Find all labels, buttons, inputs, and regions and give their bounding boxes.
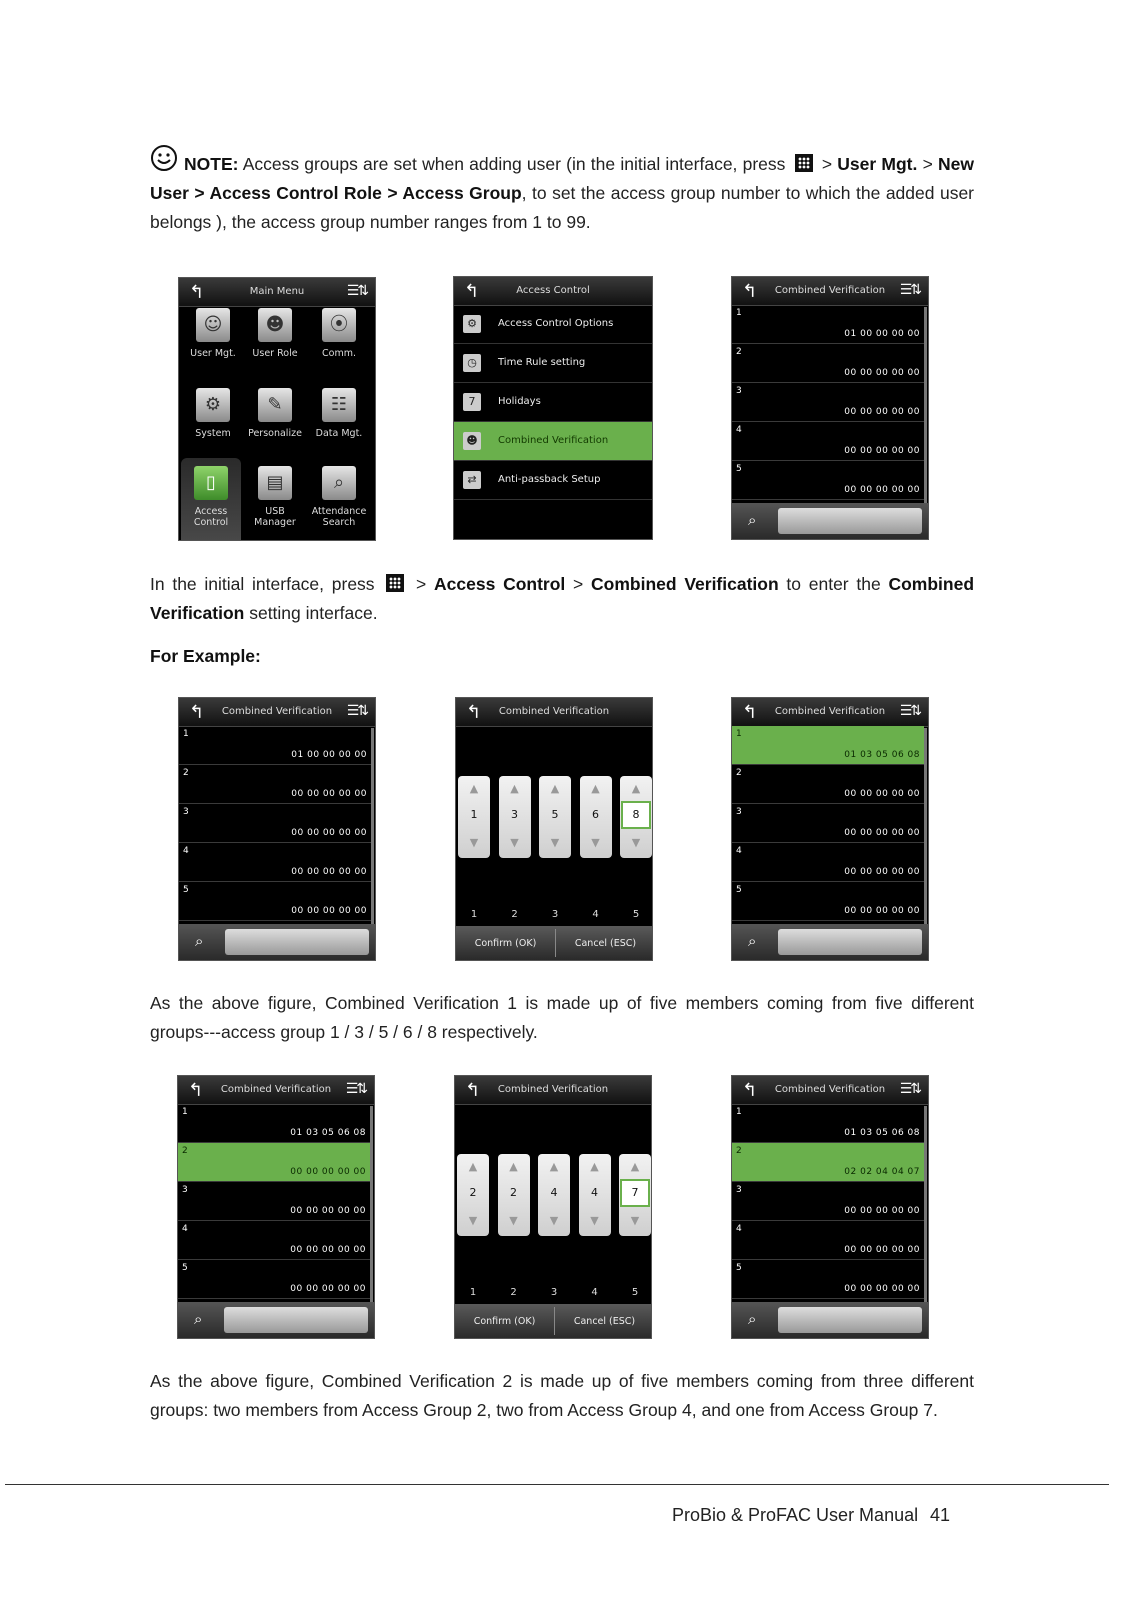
down-arrow-icon[interactable]: ▼ (510, 836, 519, 849)
list-item[interactable] (732, 1221, 924, 1260)
combined-verification-screen (178, 697, 376, 961)
group-spinner[interactable] (498, 1154, 530, 1236)
item-groups: 00 00 00 00 00 (844, 485, 920, 495)
list-item[interactable] (732, 461, 924, 500)
item-groups: 01 03 05 06 08 (844, 1128, 920, 1138)
usb-icon: ▤ (258, 466, 292, 500)
item-groups: 00 00 00 00 00 (844, 1284, 920, 1294)
item-index: 4 (736, 846, 742, 856)
example-2-paragraph: As the above figure, Combined Verification 2 is made up of five members coming from three different groups: two members from Access Group 2, two from Access Group 4, and one from Access Group 7. (150, 1371, 974, 1420)
page-number: 41 (930, 1505, 951, 1525)
item-index: 1 (736, 308, 742, 318)
up-arrow-icon[interactable]: ▲ (591, 782, 600, 795)
tile-attendance-search[interactable] (309, 466, 369, 528)
tile-comm[interactable] (309, 308, 369, 359)
item-groups: 00 00 00 00 00 (844, 1206, 920, 1216)
main-menu-screen (178, 277, 376, 541)
list-item[interactable] (732, 1182, 924, 1221)
down-arrow-icon[interactable]: ▼ (591, 836, 600, 849)
search-doc-icon: ⌕ (322, 466, 356, 500)
up-arrow-icon[interactable]: ▲ (631, 782, 641, 795)
item-groups: 00 00 00 00 00 (844, 789, 920, 799)
back-arrow-icon[interactable]: ↰ (188, 1080, 204, 1101)
item-index: 5 (736, 885, 742, 895)
tile-label: User Mgt. (190, 348, 236, 359)
scrollbar[interactable] (371, 728, 374, 924)
item-groups: 00 00 00 00 00 (844, 407, 920, 417)
note-bold-2: New User > Access Control Role > Access Group (150, 154, 974, 203)
combined-verification-screen (731, 697, 929, 961)
item-groups: 00 00 00 00 00 (291, 828, 367, 838)
calendar-icon: 7 (463, 393, 481, 411)
item-index: 5 (182, 1263, 188, 1273)
up-arrow-icon[interactable]: ▲ (590, 1160, 599, 1173)
item-index: 3 (736, 386, 742, 396)
access-control-screen (453, 276, 653, 540)
note-text-4: , to set the access group number to which the added user belongs ), the access group number ranges from 1 to 99. (150, 183, 975, 232)
back-arrow-icon[interactable]: ↰ (742, 702, 758, 723)
item-index: 3 (182, 1185, 188, 1195)
item-groups: 00 00 00 00 00 (290, 1284, 366, 1294)
tile-label: Personalize (248, 428, 302, 439)
member-index: 4 (592, 909, 599, 920)
search-icon[interactable]: ⌕ (748, 932, 757, 950)
list-item[interactable] (178, 1182, 370, 1221)
p2-text-4: to enter the (778, 574, 889, 594)
search-input[interactable] (778, 1307, 922, 1333)
group-spinner[interactable] (499, 776, 531, 858)
item-groups: 01 00 00 00 00 (844, 329, 920, 339)
item-index: 3 (183, 807, 189, 817)
list-item[interactable] (178, 1104, 370, 1143)
search-icon[interactable]: ⌕ (195, 932, 204, 950)
group-spinner[interactable] (579, 1154, 611, 1236)
down-arrow-icon[interactable]: ▼ (630, 1214, 640, 1227)
group-lock-icon: ☻ (463, 432, 481, 450)
screen-title: Combined Verification (774, 285, 886, 296)
search-icon[interactable]: ⌕ (194, 1310, 203, 1328)
list-item[interactable] (179, 843, 371, 882)
sort-icon[interactable]: ☰⇅ (899, 703, 920, 719)
menu-icon (795, 154, 813, 172)
group-picker-screen (454, 1075, 652, 1339)
item-groups: 00 00 00 00 00 (291, 867, 367, 877)
item-access-control-options[interactable] (454, 305, 652, 344)
item-index: 5 (183, 885, 189, 895)
note-bold-1: User Mgt. (837, 154, 918, 174)
item-label: Time Rule setting (498, 357, 586, 368)
up-arrow-icon[interactable]: ▲ (468, 1160, 478, 1173)
member-index: 3 (551, 909, 559, 920)
tile-system[interactable] (183, 388, 243, 439)
item-index: 4 (736, 425, 742, 435)
tile-label: User Role (252, 348, 298, 359)
item-index: 1 (736, 1107, 742, 1117)
group-spinner[interactable] (619, 1154, 651, 1236)
item-index: 3 (736, 807, 742, 817)
item-groups: 02 02 04 04 07 (844, 1167, 920, 1177)
sort-icon[interactable]: ☰⇅ (345, 1081, 366, 1097)
note-text-3: > (917, 154, 933, 174)
clock-icon: ◷ (463, 354, 481, 372)
note-text-1: Access groups are set when adding user (in the initial interface, press (238, 154, 791, 174)
cancel-button[interactable]: Cancel (ESC) (573, 1316, 636, 1327)
list-item[interactable] (732, 422, 924, 461)
item-index: 1 (736, 729, 742, 739)
screen-title: Combined Verification (497, 1084, 609, 1095)
item-groups: 00 00 00 00 00 (844, 867, 920, 877)
screen-title: Combined Verification (498, 706, 610, 717)
list-item[interactable] (732, 882, 924, 921)
group-spinner[interactable] (538, 1154, 570, 1236)
tile-label: Comm. (322, 348, 356, 359)
item-groups: 00 00 00 00 00 (844, 828, 920, 838)
for-example-heading: For Example: (150, 646, 261, 666)
p2-bold-3: Combined Verification (150, 574, 975, 623)
search-input[interactable] (224, 1307, 368, 1333)
list-item[interactable] (732, 383, 924, 422)
list-item[interactable] (179, 882, 371, 921)
p2-bold-1: Access Control (434, 574, 566, 594)
title-bar (732, 277, 928, 306)
screen-title: Combined Verification (220, 1084, 332, 1095)
sort-icon[interactable]: ☰⇅ (899, 282, 920, 298)
antenna-icon: ⦿ (322, 308, 356, 342)
group-value: 4 (550, 1186, 558, 1199)
down-arrow-icon[interactable]: ▼ (631, 836, 641, 849)
item-groups: 01 00 00 00 00 (291, 750, 367, 760)
p2-text-5: setting interface. (244, 603, 378, 623)
gear-icon: ⚙ (196, 388, 230, 422)
p2-text-3: > (565, 574, 592, 594)
p2-text-2: > (408, 574, 435, 594)
down-arrow-icon[interactable]: ▼ (590, 1214, 599, 1227)
confirm-button[interactable]: Confirm (OK) (473, 1316, 536, 1327)
group-value: 3 (511, 808, 518, 821)
list-item[interactable] (732, 726, 924, 765)
search-input[interactable] (778, 929, 922, 955)
member-index: 3 (550, 1287, 558, 1298)
up-arrow-icon[interactable]: ▲ (550, 782, 560, 795)
up-arrow-icon[interactable]: ▲ (510, 782, 519, 795)
back-arrow-icon[interactable]: ↰ (189, 702, 205, 723)
list-item[interactable] (732, 765, 924, 804)
tile-label: System (195, 428, 231, 439)
item-index: 2 (183, 768, 189, 778)
item-time-rule[interactable] (454, 344, 652, 383)
list-item[interactable] (179, 726, 371, 765)
scrollbar[interactable] (924, 307, 927, 503)
tile-label: Access Control (193, 506, 229, 528)
item-holidays[interactable] (454, 383, 652, 422)
combined-verification-screen (177, 1075, 375, 1339)
list-item[interactable] (732, 344, 924, 383)
back-arrow-icon[interactable]: ↰ (189, 282, 205, 303)
group-spinner[interactable] (457, 1154, 489, 1236)
down-arrow-icon[interactable]: ▼ (468, 1214, 478, 1227)
item-groups: 01 03 05 06 08 (290, 1128, 366, 1138)
search-bar (732, 1302, 928, 1338)
up-arrow-icon[interactable]: ▲ (549, 1160, 559, 1173)
tile-label: Attendance Search (311, 506, 367, 528)
item-groups: 00 00 00 00 00 (844, 368, 920, 378)
user-lock-icon: ☻ (258, 308, 292, 342)
scrollbar[interactable] (924, 1106, 927, 1302)
item-index: 2 (736, 768, 742, 778)
sort-icon[interactable]: ☰⇅ (899, 1081, 920, 1097)
footer-title: ProBio & ProFAC User Manual (672, 1505, 919, 1525)
screen-title: Access Control (516, 285, 590, 296)
anti-passback-icon: ⇄ (463, 471, 481, 489)
item-index: 3 (736, 1185, 742, 1195)
title-bar (179, 698, 375, 727)
item-label: Holidays (498, 396, 541, 407)
group-picker-screen (455, 697, 653, 961)
item-groups: 00 00 00 00 00 (844, 446, 920, 456)
search-bar (179, 924, 375, 960)
item-index: 2 (736, 347, 742, 357)
tile-access-control[interactable] (181, 458, 241, 541)
item-label: Access Control Options (498, 318, 614, 329)
title-bar (732, 698, 928, 727)
door-icon: ▯ (194, 466, 228, 500)
group-spinner[interactable] (580, 776, 612, 858)
search-bar (732, 924, 928, 960)
scrollbar[interactable] (924, 728, 927, 924)
group-value: 8 (621, 801, 651, 829)
down-arrow-icon[interactable]: ▼ (509, 1214, 518, 1227)
member-index: 1 (469, 1287, 477, 1298)
group-spinner[interactable] (539, 776, 571, 858)
title-bar (456, 698, 652, 727)
item-index: 5 (736, 464, 742, 474)
item-groups: 00 00 00 00 00 (290, 1167, 366, 1177)
item-groups: 00 00 00 00 00 (290, 1245, 366, 1255)
tile-usb-manager[interactable] (245, 466, 305, 528)
menu-icon (386, 574, 404, 592)
image-edit-icon: ✎ (258, 388, 292, 422)
screen-title: Combined Verification (774, 1084, 886, 1095)
down-arrow-icon[interactable]: ▼ (549, 1214, 559, 1227)
list-item[interactable] (732, 1260, 924, 1299)
search-icon[interactable]: ⌕ (748, 511, 757, 529)
note-label: NOTE: (184, 154, 239, 174)
list-item[interactable] (178, 1260, 370, 1299)
back-arrow-icon[interactable]: ↰ (742, 281, 758, 302)
group-value: 2 (469, 1186, 477, 1199)
group-value: 4 (591, 1186, 598, 1199)
list-item[interactable] (179, 804, 371, 843)
list-item[interactable] (732, 305, 924, 344)
group-value: 7 (620, 1179, 650, 1207)
title-bar (179, 278, 375, 307)
screen-title: Combined Verification (774, 706, 886, 717)
member-index: 2 (510, 1287, 517, 1298)
title-bar (454, 277, 652, 306)
item-label: Anti-passback Setup (498, 474, 601, 485)
group-value: 5 (551, 808, 559, 821)
footer-rule (5, 1484, 1109, 1485)
group-spinner[interactable] (620, 776, 652, 858)
item-groups: 01 03 05 06 08 (844, 750, 920, 760)
scrollbar[interactable] (370, 1106, 373, 1302)
combined-verification-screen (731, 1075, 929, 1339)
list-item[interactable] (179, 765, 371, 804)
list-item[interactable] (732, 804, 924, 843)
member-index: 4 (591, 1287, 598, 1298)
title-bar (455, 1076, 651, 1105)
item-index: 1 (183, 729, 189, 739)
item-index: 4 (182, 1224, 188, 1234)
item-anti-passback[interactable] (454, 461, 652, 500)
item-index: 2 (182, 1146, 188, 1156)
button-bar (456, 926, 652, 960)
item-groups: 00 00 00 00 00 (290, 1206, 366, 1216)
tile-user-role[interactable] (245, 308, 305, 359)
confirm-button[interactable]: Confirm (OK) (474, 938, 537, 949)
back-arrow-icon[interactable]: ↰ (466, 702, 482, 723)
note-paragraph (150, 144, 974, 237)
back-arrow-icon[interactable]: ↰ (465, 1080, 481, 1101)
options-icon: ⚙ (463, 315, 481, 333)
down-arrow-icon[interactable]: ▼ (469, 836, 479, 849)
member-index: 5 (631, 1287, 639, 1298)
search-input[interactable] (225, 929, 369, 955)
item-index: 5 (736, 1263, 742, 1273)
group-value: 6 (592, 808, 599, 821)
button-bar (455, 1304, 651, 1338)
tile-personalize[interactable] (245, 388, 305, 439)
item-groups: 00 00 00 00 00 (291, 789, 367, 799)
up-arrow-icon[interactable]: ▲ (469, 782, 479, 795)
member-index: 1 (470, 909, 478, 920)
search-bar (732, 503, 928, 539)
title-bar (732, 1076, 928, 1105)
item-index: 1 (182, 1107, 188, 1117)
item-label: Combined Verification (498, 435, 609, 446)
back-arrow-icon[interactable]: ↰ (742, 1080, 758, 1101)
note-text-2: > (816, 154, 838, 174)
up-arrow-icon[interactable]: ▲ (630, 1160, 640, 1173)
group-value: 2 (510, 1186, 517, 1199)
sort-icon[interactable]: ☰⇅ (346, 283, 367, 299)
sort-icon[interactable]: ☰⇅ (346, 703, 367, 719)
title-bar (178, 1076, 374, 1105)
back-arrow-icon[interactable]: ↰ (464, 281, 480, 302)
example-1-paragraph: As the above figure, Combined Verification 1 is made up of five members coming from five different groups---access group 1 / 3 / 5 / 6 / 8 respectively. (150, 993, 974, 1042)
item-groups: 00 00 00 00 00 (844, 906, 920, 916)
search-icon[interactable]: ⌕ (748, 1310, 757, 1328)
search-bar (178, 1302, 374, 1338)
cancel-button[interactable]: Cancel (ESC) (574, 938, 637, 949)
list-item[interactable] (178, 1221, 370, 1260)
list-item[interactable] (732, 1143, 924, 1182)
item-index: 4 (183, 846, 189, 856)
item-index: 2 (736, 1146, 742, 1156)
database-icon: ☷ (322, 388, 356, 422)
member-index: 2 (511, 909, 518, 920)
item-combined-verification[interactable] (454, 422, 652, 461)
up-arrow-icon[interactable]: ▲ (509, 1160, 518, 1173)
list-item[interactable] (732, 843, 924, 882)
p2-bold-2: Combined Verification (591, 574, 779, 594)
list-item[interactable] (732, 1104, 924, 1143)
item-groups: 00 00 00 00 00 (844, 1245, 920, 1255)
tile-data-mgt[interactable] (309, 388, 369, 439)
screen-title: Combined Verification (221, 706, 333, 717)
p2-text-1: In the initial interface, press (150, 574, 383, 594)
member-index: 5 (632, 909, 640, 920)
tile-label: Data Mgt. (315, 428, 363, 439)
tile-label: USB Manager (254, 506, 296, 528)
combined-verification-screen (731, 276, 929, 540)
smiley-icon (150, 144, 178, 172)
instruction-paragraph (150, 570, 974, 628)
group-spinner[interactable] (458, 776, 490, 858)
list-item[interactable] (178, 1143, 370, 1182)
item-index: 4 (736, 1224, 742, 1234)
group-value: 1 (470, 808, 478, 821)
search-input[interactable] (778, 508, 922, 534)
down-arrow-icon[interactable]: ▼ (550, 836, 560, 849)
screen-title: Main Menu (249, 286, 305, 297)
item-groups: 00 00 00 00 00 (291, 906, 367, 916)
user-edit-icon: ☺ (196, 308, 230, 342)
tile-user-mgt[interactable] (183, 308, 243, 359)
